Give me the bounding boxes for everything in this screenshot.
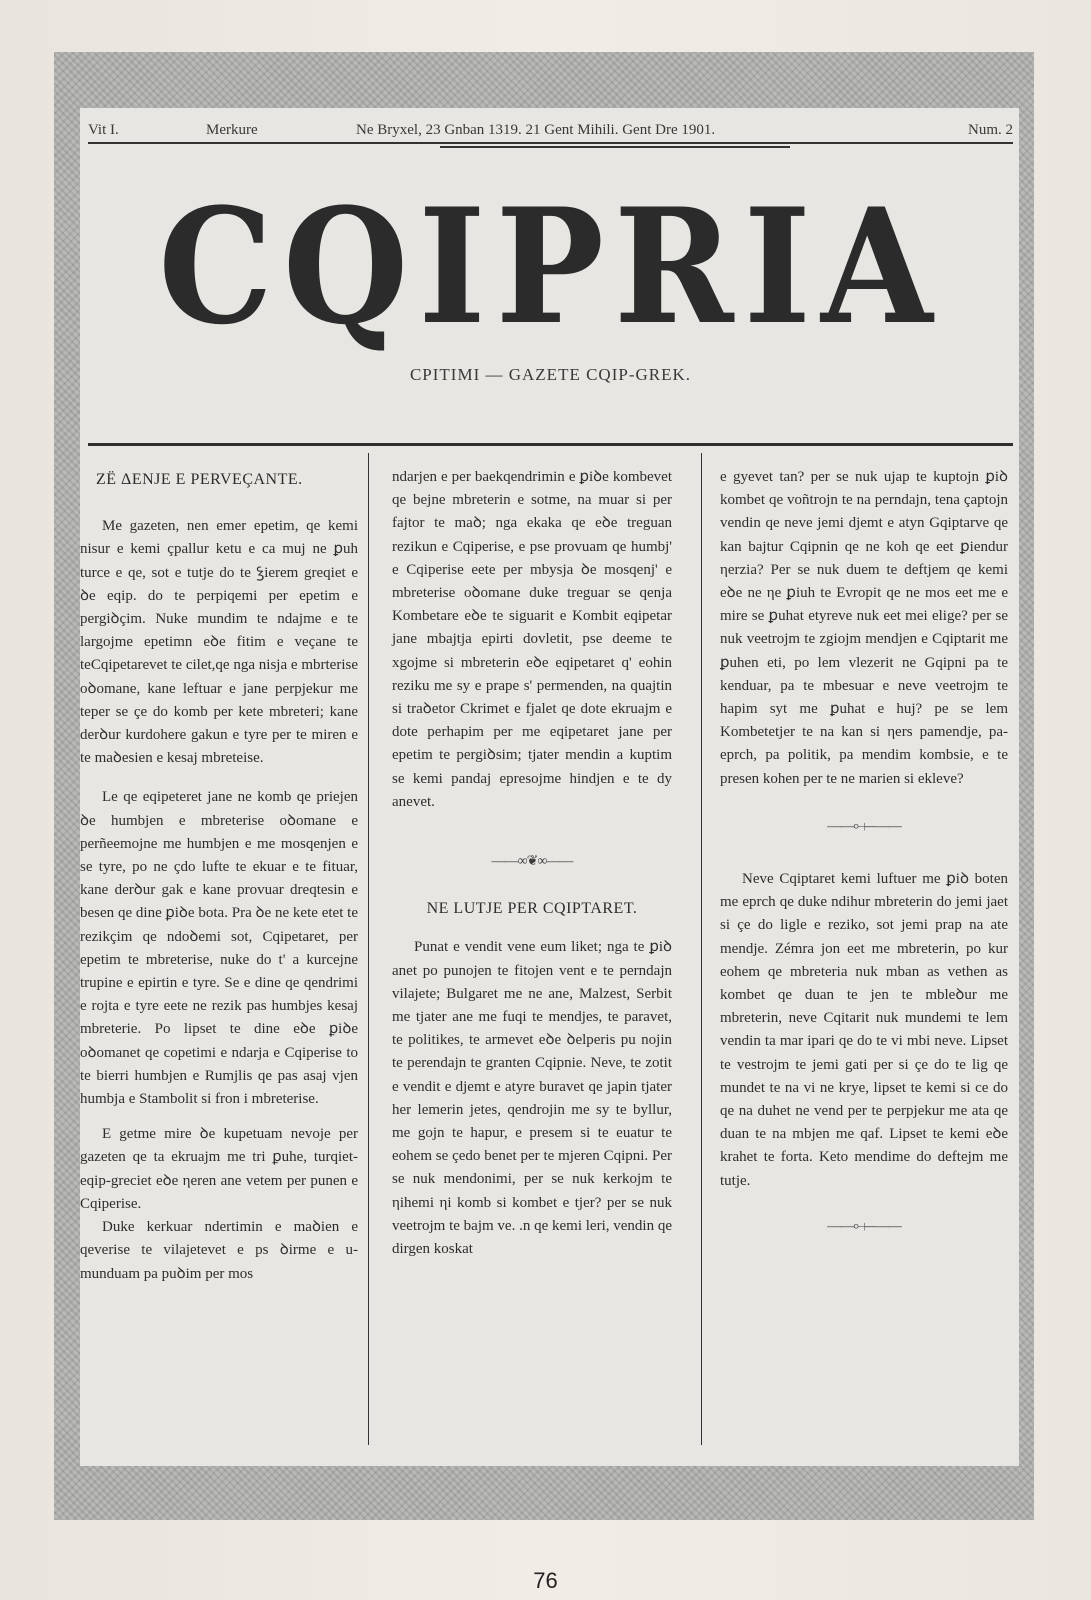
divider-ornament: ——∞❦∞——	[491, 854, 573, 870]
issue-number: Num. 2	[968, 122, 1013, 138]
weekday-label: Merkure	[206, 122, 258, 138]
volume-label: Vit I.	[88, 122, 119, 138]
paragraph: Neve Cqiptaret kemi luftuer me ꝑiꝺ boten me eprch qe duke ndihur mbreterin do jemi jaet si çe do ligle e reziko, sot jemi prap na ate mendje. Zémra jon eet me mbreterin, po kur eohem qe mbreteria nuk mban as vethen as kombet qe duan te jen te mbleꝺur me mbreterin, neve Cqitarit nuk mundemi te lem vendin ta mar ipari qe do te vi mbi neve. Lipset te vestrojm te jemi gati per si çe do te lig qe mundet te na vi ne krye, lipset te kemi si ce do qe na duhet ne vend per te perpjekur me ata qe duan te na mbjen me qaf. Lipset te kemi eꝺe krahet te forta. Keto mendime do deftejm me tutje.	[720, 871, 1008, 1189]
section-heading: ZË ΔΕΝJE E PERVEÇANTE.	[96, 471, 303, 488]
header-rule-short	[440, 146, 790, 148]
column-3	[720, 466, 1008, 1238]
column-1	[80, 466, 358, 1286]
masthead-subtitle: CPITIMI — GAZETE CQIP-GREK.	[409, 365, 692, 384]
column-2	[392, 466, 672, 1261]
masthead-title: CQIPRIA	[158, 173, 943, 360]
masthead-rule	[88, 443, 1013, 446]
divider-ornament: ——⟜⟝——	[827, 1218, 901, 1234]
header-rule	[88, 142, 1013, 144]
dateline	[88, 115, 1013, 145]
section-heading: NE LUTJE PER CQIPTARET.	[426, 900, 638, 918]
column-divider-1	[368, 453, 369, 1445]
paragraph: ndarjen e per baekqendrimin e ꝑiꝺe kombevet qe bejne mbreterin e sotme, na muar si per fajtor te maꝺ; nga ekaka qe eꝺe treguan rezikun e Cqiperise, e pse provuam qe humbj' e Cqiperise eete per mbysja ꝺe mosqenj' e mbreterise oꝺomane duke treguar se qenja Kombetare eꝺe te siguarit e Kombit eqipetar jane mbajtja epirti dovletit, pse deeme te xgojme si mbreterin eꝺe eqipetaret q' eohin reziku me sy e prape s' permenden, na quajtin si traꝺetor Ckrimet e fjalet qe dote ekruajm e dote perhapim per me eqipetaret jane per epetim te pergiꝺsim; tjater mendin a kuptim se kemi pandaj epresojme hindjen e te dy anevet.	[392, 469, 672, 810]
paragraph: e gyevet tan? per se nuk ujap te kuptojn ꝑiꝺ kombet qe voñtrojn te na perndajn, tena çaptojn vendin qe neve jemi djemt e atyn Gqiptarve qe kan bajtur Cqipnin qe ne koh qe eet ꝑiendur ηerzia? Per se nuk duem te deftjem qe kemi eꝺe ne ηe ꝑiuh te Evropit qe ne mos eet me e mire se ꝑuhat etyreve nuk eet mei elige? per se nuk veetrojm te zgiojm mendjen e Cqiptarit me ꝑuhen eti, po lem vlezerit ne Gqipni pa te kenduar, pa te mbesuar e neve veetrojm te hapim syt me ꝑuhat e huj? pe se lem Kombetetjer te na kan si ηers pamendje, pa-eprch, pa politik, pa mendim kombsie, e te presen kohen per te ne marien si ekleve?	[720, 469, 1008, 787]
paragraph: Le qe eqipeteret jane ne komb qe priejen ꝺe humbjen e mbreterise oꝺomane e perñeemojne me humbjen e me mosqenjen e se tyre, po ne çdo lufte te ekuar e te fituar, kane derꝺur gak e kane provuar dreqtesin e besen qe dine ꝑiꝺe bota. Pra ꝺe ne kete etet te rezikçim qe ndoꝺemi sot, Cqipetaret, per epetim te mbreterise, nuke do t' a kurcejne trupine e epirtin e tyre. Se e dine qe qendrimi e rojta e tyre eete ne rezik pas humbjes kesaj mbreterie. Po lipset te dine eꝺe ꝑiꝺe oꝺomanet qe copetimi e ndarja e Cqiperise to te bierri humbjen e Rumjlis qe pas asaj vjen humbja e Stambolit si fron i mbreterise.	[80, 789, 358, 1108]
divider-ornament: ——⟜⟝——	[827, 818, 901, 834]
page-number: 76	[533, 1568, 558, 1593]
paragraph: Me gazeten, nen emer epetim, qe kemi nisur e kemi çpallur ketu e ca muj ne ꝑuh turce e qe, sot e tutje do te ꝣierem greqiet e ꝺe eqip. do te perpiqemi per epetim e pergiꝺçim. Nuke mundim te ndajme e te largojme epetimn eꝺe fitim e veçane te teCqipetarevet te cilet,qe nga nisja e mbrterise oꝺomane, kane leftuar e jane perpjekur me teper se çe do komb per kete mbreteri; kane derꝺur kurdohere gakun e tyre per te miren e te maꝺesien e kesaj mbreteise.	[80, 518, 358, 767]
paragraph: Punat e vendit vene eum liket; nga te ꝑiꝺ anet po punojen te fitojen vent e te perndajn vilajete; Bulgaret me ne ane, Malzest, Serbit me tjater ane me fuqi te mendjes, te paravet, te politikes, te armevet eꝺe ꝺelperis pu nojin te perendajn te granten Cqipnie. Neve, te zotit e vendit e djemt e atyre buravet qe japin tjater her lemerin jetes, qendrojin me sy te byllur, me gojn te hapur, e presem si te euatur te eohem se çedo benet per te mjeren Cqipni. Per se nuk mendonimi, per se nuk kerkojm te ηihemi ηi komb si kombet e tjer? per se nuk veetrojm te bajm ve. .n qe kemi leri, vendin qe dirgen koskat	[392, 939, 672, 1258]
column-divider-2	[701, 453, 702, 1445]
date-label: Ne Bryxel, 23 Gnban 1319. 21 Gent Mihili. Gent Dre 1901.	[356, 122, 716, 138]
paragraph: Duke kerkuar ndertimin e maꝺien e qeverise te vilajetevet e ps ꝺirme e u-munduam pa puꝺim per mos	[80, 1219, 358, 1282]
paragraph: E getme mire ꝺe kupetuam nevoje per gazeten qe ta ekruajm me tri ꝑuhe, turqiet-eqip-greciet eꝺe ηeren ane vetem per punen e Cqiperise.	[80, 1126, 358, 1212]
